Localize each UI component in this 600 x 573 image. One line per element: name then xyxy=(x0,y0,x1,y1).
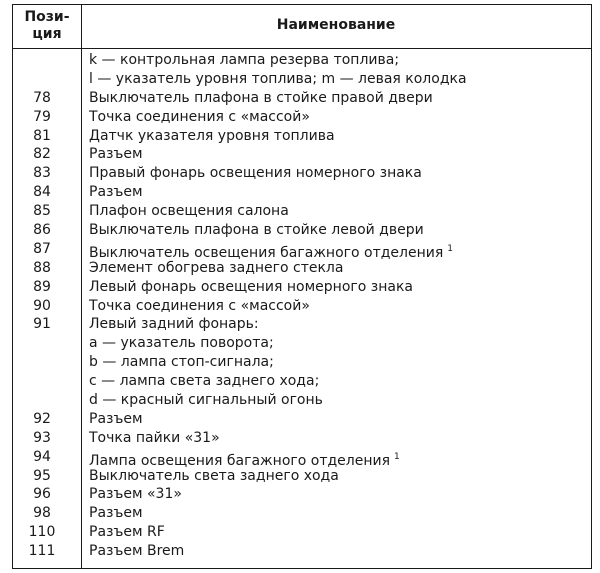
row-name xyxy=(89,315,259,334)
parts-table xyxy=(12,4,592,569)
row-position: 110 xyxy=(28,524,56,541)
row-name xyxy=(89,278,413,297)
row-name-text: Левый задний фонарь: xyxy=(89,316,259,333)
table-row xyxy=(13,108,591,127)
row-name-text: Точка пайки «31» xyxy=(89,429,220,446)
row-name-text: a — указатель поворота; xyxy=(89,335,274,352)
row-name-text: c — лампа света заднего хода; xyxy=(89,373,320,390)
row-name-text: b — лампа стоп-сигнала; xyxy=(89,354,274,371)
row-name-text: Разъем xyxy=(89,146,143,163)
row-position: 89 xyxy=(33,278,51,295)
row-position: 92 xyxy=(33,410,51,427)
row-name xyxy=(89,221,424,240)
table-row xyxy=(13,372,591,391)
header-position: Пози- ция xyxy=(24,9,70,42)
row-name-text: Разъем «31» xyxy=(89,486,182,503)
row-position: 91 xyxy=(33,316,51,333)
row-footnote-mark: 1 xyxy=(447,243,453,254)
row-name-text: Правый фонарь освещения номерного знака xyxy=(89,165,422,182)
row-name xyxy=(89,108,310,127)
row-name-text: Выключатель плафона в стойке правой двери xyxy=(89,89,433,106)
table-row xyxy=(13,315,591,334)
row-name xyxy=(89,202,289,221)
table-row xyxy=(13,202,591,221)
row-name-text: Точка соединения с «массой» xyxy=(89,108,310,125)
row-position: 84 xyxy=(33,184,51,201)
row-position: 93 xyxy=(33,429,51,446)
table-row xyxy=(13,89,591,108)
table-row xyxy=(13,70,591,89)
table-row xyxy=(13,221,591,240)
row-name-text: Плафон освещения салона xyxy=(89,203,289,220)
row-position: 82 xyxy=(33,146,51,163)
row-position: 111 xyxy=(28,543,56,560)
row-name xyxy=(89,429,220,448)
header-name: Наименование xyxy=(276,17,396,33)
table-row xyxy=(13,259,591,278)
row-name-text: Разъем Brem xyxy=(89,543,185,560)
table-row xyxy=(13,127,591,146)
row-name xyxy=(89,372,319,391)
row-name xyxy=(89,127,335,146)
row-name-text: l — указатель уровня топлива; m — левая колодка xyxy=(89,70,467,87)
row-position: 87 xyxy=(33,240,51,257)
row-name xyxy=(89,51,399,70)
table-row xyxy=(13,448,591,467)
row-name-text: Выключатель плафона в стойке левой двери xyxy=(89,222,424,239)
row-name-text: Разъем RF xyxy=(89,524,165,541)
row-name xyxy=(89,523,165,542)
row-position: 94 xyxy=(33,448,51,465)
row-name xyxy=(89,542,184,561)
row-position: 88 xyxy=(33,259,51,276)
row-name-text: Разъем xyxy=(89,184,143,201)
row-name xyxy=(89,504,143,523)
row-name xyxy=(89,164,422,183)
row-name-text: k — контрольная лампа резерва топлива; xyxy=(89,52,400,68)
table-body xyxy=(13,51,591,561)
row-name xyxy=(89,259,343,278)
table-row xyxy=(13,297,591,316)
row-name-text: Элемент обогрева заднего стекла xyxy=(89,259,344,276)
row-name-text: Лампа освещения багажного отделения xyxy=(89,452,390,469)
row-name xyxy=(89,297,310,316)
table-row xyxy=(13,278,591,297)
row-name-text: Разъем xyxy=(89,410,143,427)
table-header xyxy=(13,5,591,49)
row-name-text: Разъем xyxy=(89,505,143,522)
row-position: 90 xyxy=(33,297,51,314)
table-row xyxy=(13,145,591,164)
table-row xyxy=(13,485,591,504)
row-name xyxy=(89,183,143,202)
row-name xyxy=(89,467,339,486)
table-row xyxy=(13,467,591,486)
row-position: 79 xyxy=(33,108,51,125)
row-position: 85 xyxy=(33,203,51,220)
row-name xyxy=(89,391,323,410)
row-position: 81 xyxy=(33,127,51,144)
table-row xyxy=(13,429,591,448)
row-position: 98 xyxy=(33,505,51,522)
table-row xyxy=(13,504,591,523)
row-name xyxy=(89,89,433,108)
row-name-text: Датчк указателя уровня топлива xyxy=(89,127,335,144)
row-name xyxy=(89,485,182,504)
row-position: 83 xyxy=(33,165,51,182)
row-name xyxy=(89,70,467,89)
row-name-text: Левый фонарь освещения номерного знака xyxy=(89,278,413,295)
row-position: 95 xyxy=(33,467,51,484)
table-row xyxy=(13,391,591,410)
row-name xyxy=(89,334,274,353)
table-row xyxy=(13,334,591,353)
table-row xyxy=(13,164,591,183)
row-position: 96 xyxy=(33,486,51,503)
row-name-text: d — красный сигнальный огонь xyxy=(89,392,323,409)
row-name xyxy=(89,353,274,372)
row-name-text: Выключатель освещения багажного отделения xyxy=(89,244,444,261)
row-name xyxy=(89,145,143,164)
row-name-text: Точка соединения с «массой» xyxy=(89,297,310,314)
row-name xyxy=(89,410,143,429)
table-row xyxy=(13,51,591,70)
row-name-text: Выключатель света заднего хода xyxy=(89,467,339,484)
table-row xyxy=(13,183,591,202)
row-footnote-mark: 1 xyxy=(394,451,400,462)
table-row xyxy=(13,353,591,372)
table-row xyxy=(13,240,591,259)
row-position: 78 xyxy=(33,89,51,106)
table-row xyxy=(13,542,591,561)
table-row xyxy=(13,523,591,542)
table-row xyxy=(13,410,591,429)
row-position: 86 xyxy=(33,222,51,239)
